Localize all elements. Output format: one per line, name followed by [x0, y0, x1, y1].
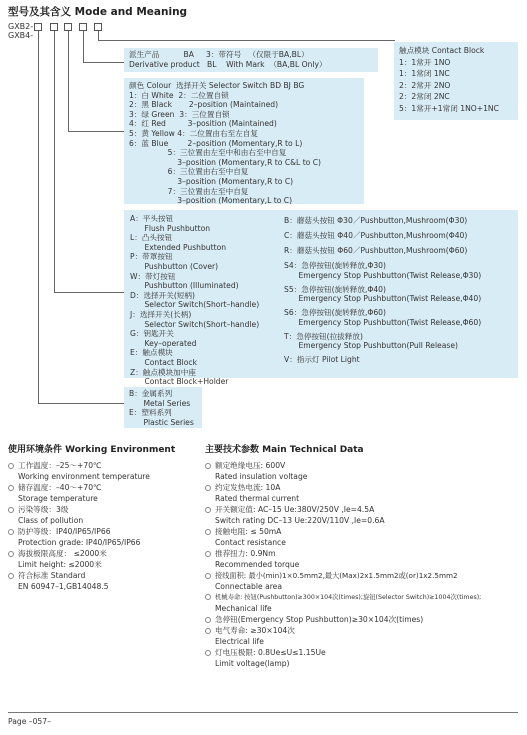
colour-row: 1：白 White 2：二位置自锁	[129, 90, 229, 100]
type-row: B：蘑菇头按钮 Φ30／Pushbutton,Mushroom(Φ30)	[284, 216, 468, 225]
env-row: Limit height: ≤2000米	[18, 560, 102, 569]
bullet-icon	[205, 628, 211, 634]
tech-row: Limit voltage(lamp)	[215, 659, 290, 668]
type-row: J：选择开关(长柄)	[130, 309, 192, 319]
contact-item: 1：1常开 1NO	[399, 57, 451, 67]
derivative-row: Derivative product BL With Mark （BA,BL Only）	[129, 59, 327, 69]
contact-item: 2：2常闭 2NC	[399, 92, 450, 102]
code-slot-series	[34, 23, 42, 31]
colour-row: 4：红 Red 3–position (Maintained)	[129, 119, 277, 129]
bullet-icon	[205, 573, 211, 579]
tech-row: 电气寿命: ≥30×104次	[205, 625, 523, 636]
type-row: Contact Block	[130, 357, 197, 367]
tech-row: Recommended torque	[215, 560, 300, 569]
type-row: S5：急停按钮(旋转释放,Φ40)	[284, 284, 386, 294]
type-row: R：蘑菇头按钮 Φ60／Pushbutton,Mushroom(Φ60)	[284, 246, 468, 255]
type-row: Selector Switch(Short–handle)	[130, 300, 260, 310]
bullet-icon	[205, 529, 211, 535]
colour-box	[124, 78, 364, 204]
connector-line	[38, 403, 125, 404]
env-row: 污染等级：3级	[8, 504, 198, 515]
env-row: Class of pollution	[18, 516, 84, 525]
type-row: W：带灯按钮	[130, 271, 176, 281]
types-box	[124, 210, 518, 387]
type-row: T：急停按钮(拉拔释放)	[284, 331, 363, 341]
series-row: E：塑料系列	[129, 408, 172, 418]
tech-row: Connectable area	[215, 582, 283, 591]
contact-block-box	[394, 42, 518, 120]
colour-row: 2：黑 Black 2–position (Maintained)	[129, 100, 279, 110]
derivative-row: 派生产品 BA 3：带符号 （仅限于BA,BL）	[129, 50, 309, 59]
tech-row: Contact resistance	[215, 538, 286, 547]
series-box	[124, 387, 202, 428]
type-row: Emergency Stop Pushbutton(Pull Release)	[284, 341, 458, 351]
tech-row: 推荐扭力: 0.9Nm	[205, 548, 523, 559]
tech-row: 约定发热电流: 10A	[205, 482, 523, 493]
env-row: 符合标准 Standard	[8, 570, 198, 581]
bullet-icon	[8, 573, 14, 579]
series-row: Plastic Series	[129, 417, 194, 427]
type-row: S4：急停按钮(旋转释放,Φ30)	[284, 261, 386, 270]
type-row: Contact Block+Holder	[130, 377, 229, 387]
bullet-icon	[205, 551, 211, 557]
type-row: Emergency Stop Pushbutton(Twist Release,Φ60)	[284, 317, 482, 327]
bullet-icon	[205, 485, 211, 491]
type-row: C：蘑菇头按钮 Φ40／Pushbutton,Mushroom(Φ40)	[284, 231, 468, 240]
env-title: 使用环境条件 Working Environment	[8, 445, 176, 455]
env-row: Protection grade: IP40/IP65/IP66	[18, 538, 141, 547]
tech-row: 急停钮(Emergency Stop Pushbutton)≥30×104次(times)	[205, 614, 523, 625]
type-row: Pushbutton (Illuminated)	[130, 281, 239, 291]
tech-row: Rated insulation voltage	[215, 472, 308, 481]
contact-item: 2：2常开 2NO	[399, 80, 451, 90]
bullet-icon	[205, 507, 211, 513]
types-left-column	[130, 214, 280, 387]
colour-row: 3–position (Momentary,L to C)	[129, 196, 293, 206]
type-row: A：平头按钮	[130, 214, 174, 223]
type-row: L：凸头按钮	[130, 233, 173, 243]
connector-line	[98, 40, 395, 41]
bullet-icon	[8, 485, 14, 491]
colour-row: 颜色 Colour 选择开关 Selector Switch BD BJ BG	[129, 81, 305, 90]
footer-divider	[8, 712, 518, 713]
tech-row: 灯电压极限: 0.8Ue≤U≤1.15Ue	[205, 647, 523, 658]
code-slot-colour	[64, 23, 72, 31]
colour-row: 3–position (Momentary,R to C)	[129, 176, 294, 186]
env-row: 海拔极限高度： ≤2000米	[8, 548, 198, 559]
model-code-gxb4: GXB4-	[8, 31, 34, 40]
type-row: Key–operated	[130, 338, 197, 348]
code-slot-type	[50, 23, 58, 31]
type-row: E：触点模块	[130, 348, 173, 358]
type-row: V：指示灯 Pilot Light	[284, 355, 360, 365]
tech-row: 开关额定值: AC–15 Ue:380V/250V ,Ie=4.5A	[205, 504, 523, 515]
type-row: Pushbutton (Cover)	[130, 261, 219, 271]
connector-line	[38, 31, 39, 404]
model-code-gxb2: GXB2-	[8, 22, 34, 31]
series-row: Metal Series	[129, 398, 191, 408]
connector-line	[68, 131, 125, 132]
colour-row: 6：三位置由右至中自复	[129, 167, 249, 177]
env-row: Storage temperature	[18, 494, 98, 503]
type-row: Emergency Stop Pushbutton(Twist Release,Φ40)	[284, 294, 482, 304]
code-slot-contact	[94, 23, 102, 31]
colour-row: 5：三位置由左至中和由右至中自复	[129, 148, 287, 158]
contact-item: 5：1常开+1常闭 1NO+1NC	[399, 103, 499, 113]
connector-line	[83, 62, 125, 63]
type-row: S6：急停按钮(旋转释放,Φ60)	[284, 308, 386, 318]
type-row: D：选择开关(短柄)	[130, 290, 195, 300]
bullet-icon	[205, 617, 211, 623]
types-right-column	[284, 216, 514, 365]
contact-item: 1：1常闭 1NC	[399, 69, 450, 79]
type-row: P：带罩按钮	[130, 252, 173, 262]
bullet-icon	[205, 594, 211, 600]
type-row: G：钥匙开关	[130, 329, 174, 339]
colour-row: 3：绿 Green 3：三位置自锁	[129, 109, 230, 119]
env-row: EN 60947–1,GB14048.5	[18, 582, 109, 591]
code-slot-derivative	[79, 23, 87, 31]
env-list	[8, 460, 198, 592]
connector-line	[68, 31, 69, 132]
bullet-icon	[205, 463, 211, 469]
tech-row: 接触电阻: ≤ 50mA	[205, 526, 523, 537]
env-row: 工作温度：–25～+70℃	[8, 460, 198, 471]
tech-row: 额定绝缘电压: 600V	[205, 460, 523, 471]
series-row: B：金属系列	[129, 389, 173, 398]
tech-row: Mechanical life	[215, 604, 272, 613]
colour-row: 6：蓝 Blue 2–position (Momentary,R to L)	[129, 138, 303, 148]
page-number: Page –057–	[8, 717, 51, 726]
tech-row: Electrical life	[215, 637, 264, 646]
env-row: 储存温度：–40～+70℃	[8, 482, 198, 493]
bullet-icon	[8, 507, 14, 513]
tech-title: 主要技术参数 Main Technical Data	[205, 445, 364, 455]
colour-row: 5：黄 Yellow 4：二位置由右至左自复	[129, 128, 258, 138]
bullet-icon	[8, 551, 14, 557]
type-row: Emergency Stop Pushbutton(Twist Release,Φ30)	[284, 270, 482, 280]
env-row: Working environment temperature	[18, 472, 150, 481]
connector-line	[54, 292, 125, 293]
page-title: 型号及其含义 Mode and Meaning	[8, 6, 188, 18]
contact-block-header: 触点模块 Contact Block	[399, 46, 485, 55]
tech-row: Switch rating DC–13 Ue:220V/110V ,Ie=0.6A	[215, 516, 385, 525]
env-row: 防护等级：IP40/IP65/IP66	[8, 526, 198, 537]
bullet-icon	[205, 650, 211, 656]
type-row: Extended Pushbutton	[130, 242, 227, 252]
tech-row: 机械寿命: 按钮(Pushbutton)≥300×104次(times);旋钮(Selector Switch)≥1004次(times);	[205, 592, 523, 603]
bullet-icon	[8, 463, 14, 469]
derivative-box	[124, 48, 378, 72]
colour-row: 3–position (Momentary,R to C&L to C)	[129, 157, 321, 167]
type-row: Selector Switch(Short–handle)	[130, 319, 260, 329]
connector-line	[54, 31, 55, 293]
tech-row: 接线面积: 最小(min)1×0.5mm2,最大(Max)2x1.5mm2或(or)1x2.5mm2	[205, 570, 523, 581]
tech-list	[205, 460, 523, 669]
connector-line	[83, 31, 84, 63]
type-row: Z：触点模块加中座	[130, 367, 196, 377]
bullet-icon	[8, 529, 14, 535]
type-row: Flush Pushbutton	[130, 223, 211, 233]
colour-row: 7：三位置由左至中自复	[129, 186, 249, 196]
tech-row: Rated thermal current	[215, 494, 300, 503]
